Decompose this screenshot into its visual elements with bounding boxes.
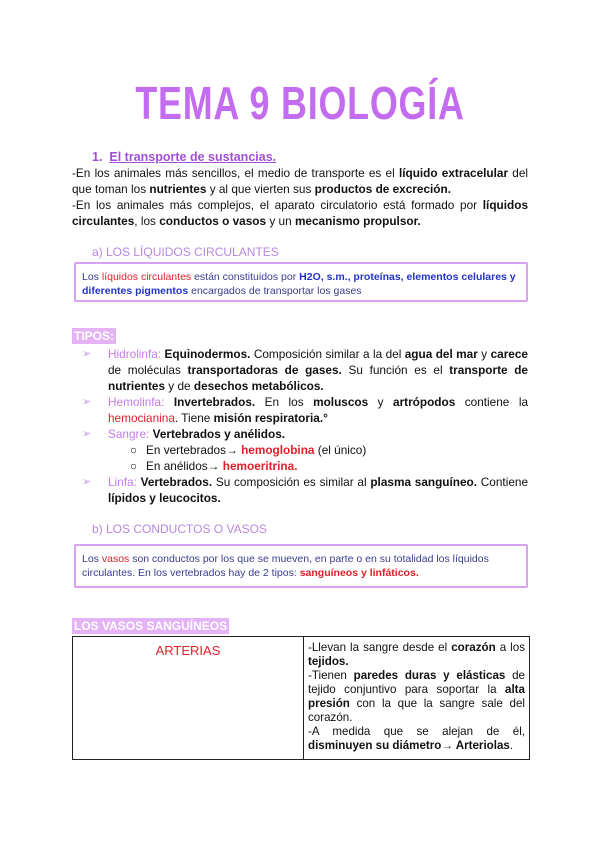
circle-bullet-icon: ○: [130, 459, 138, 473]
list-item-sangre: ➢ Sangre: Vertebrados y anélidos.: [82, 427, 286, 441]
vasos-table: [72, 636, 530, 760]
list-item-hemolinfa: ➢ Hemolinfa: Invertebrados. En los moluscos y artrópodos contiene la hemocianina. Tiene misión respiratoria.°: [82, 395, 529, 425]
vasos-sanguineos-tag: LOS VASOS SANGUÍNEOS: [74, 619, 228, 633]
paragraph-complex-animals: -En los animales más complejos, el aparato circulatorio está formado por líquidos circulantes, los conductos o vasos y un mecanismo propulsor.: [72, 198, 528, 228]
liquidos-definition-box: Los líquidos circulantes están constituidos por H2O, s.m., proteínas, elementos celulares y diferentes pigmentos encargados de transportar los gases: [74, 262, 528, 302]
table-row: [73, 637, 530, 760]
arrow-bullet-icon: ➢: [82, 476, 92, 488]
subheading-conductos: b) LOS CONDUCTOS O VASOS: [92, 522, 267, 536]
section-heading: [92, 150, 276, 164]
arterias-description: -Llevan la sangre desde el corazón a los tejidos. -Tienen paredes duras y elásticas de tejido conjuntivo para soportar la alta presión con la que la sangre sale del corazón. -A medida que se alejan de él, disminuyen su diámetro→ Arteriolas.: [304, 637, 530, 760]
page-title: TEMA 9 BIOLOGÍA: [135, 77, 465, 129]
circle-bullet-icon: ○: [130, 443, 138, 457]
arrow-bullet-icon: ➢: [82, 428, 92, 440]
vasos-definition-box: Los vasos son conductos por los que se mueven, en parte o en su totalidad los líquidos circulantes. En los vertebrados hay de 2 tipos: sanguíneos y linfáticos.: [74, 544, 528, 588]
tipos-tag: TIPOS:: [74, 329, 115, 343]
arrow-bullet-icon: ➢: [82, 396, 92, 408]
list-item-linfa: ➢ Linfa: Vertebrados. Su composición es similar al plasma sanguíneo. Contiene lípidos y leucocitos.: [82, 475, 529, 505]
list-item-hidrolinfa: ➢ Hidrolinfa: Equinodermos. Composición similar a la del agua del mar y carece de moléculas transportadoras de gases. Su función es el transporte de nutrientes y de desechos metabólicos.: [82, 347, 528, 393]
tipos-list: [72, 346, 528, 506]
arterias-cell: ARTERIAS: [73, 637, 304, 760]
arrow-bullet-icon: ➢: [82, 348, 92, 360]
sublist-item-anelidos: ○ En anélidos→ hemoeritrina.: [130, 459, 298, 473]
paragraph-simple-animals: -En los animales más sencillos, el medio de transporte es el líquido extracelular del que toman los nutrientes y al que vierten sus productos de excreción.: [72, 166, 528, 196]
section-number: 1.: [92, 150, 103, 164]
subheading-liquidos: a) LOS LÍQUIDOS CIRCULANTES: [92, 245, 279, 259]
sublist-item-vertebrados: ○ En vertebrados→ hemoglobina (el único): [130, 443, 367, 457]
section-title: El transporte de sustancias.: [109, 150, 277, 164]
